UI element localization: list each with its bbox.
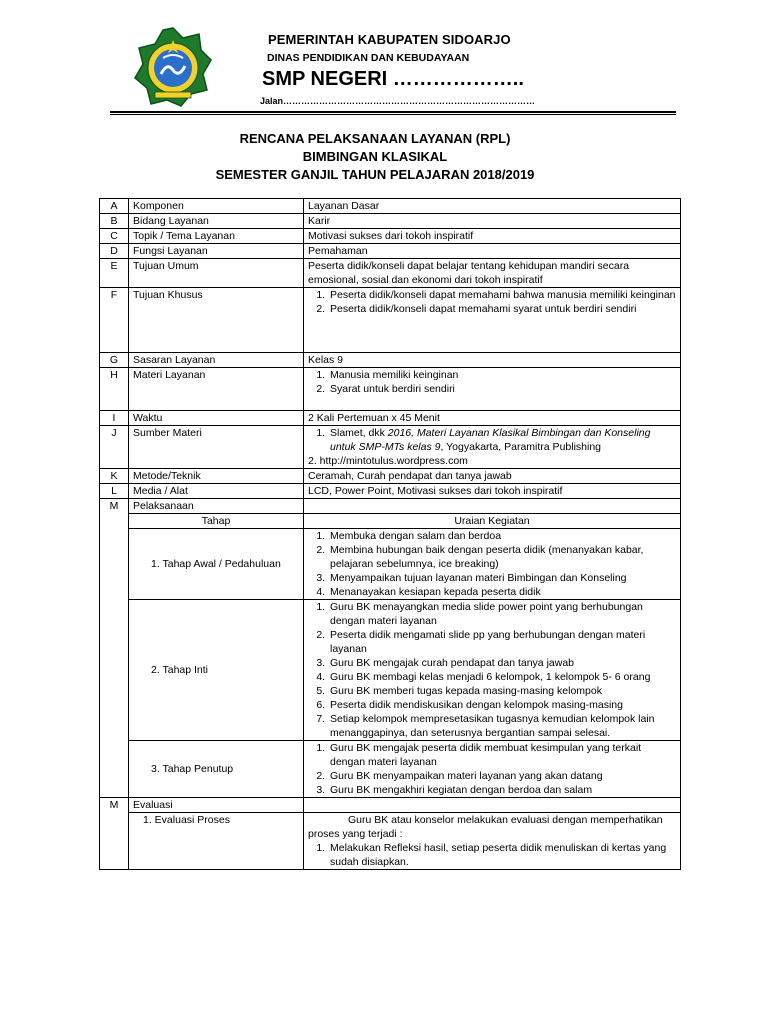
letterhead: [0, 0, 768, 120]
row-letter: M: [100, 499, 129, 798]
row-value: Ceramah, Curah pendapat dan tanya jawab: [304, 469, 681, 484]
stage-name: 3. Tahap Penutup: [129, 741, 304, 798]
table-row: [100, 199, 681, 214]
stage-activities: [304, 529, 681, 600]
list-item: 1. Peserta didik/konseli dapat memahami bahwa manusia memiliki keinginan: [328, 288, 676, 302]
list-item: 1. Guru BK menayangkan media slide power point yang berhubungan dengan materi layanan: [328, 600, 676, 628]
row-value: Layanan Dasar: [304, 199, 681, 214]
document-title-1: RENCANA PELAKSANAAN LAYANAN (RPL): [239, 131, 511, 146]
list-item: 6. Peserta didik mendiskusikan dengan kelompok masing-masing: [328, 698, 676, 712]
evaluation-intro: Guru BK atau konselor melakukan evaluasi dengan memperhatikan proses yang terjadi :: [308, 814, 663, 840]
row-letter: K: [100, 469, 129, 484]
sidoarjo-emblem-logo: [133, 26, 213, 110]
row-label: Pelaksanaan: [129, 499, 304, 514]
school-name: SMP NEGERI ………………..: [262, 68, 524, 90]
header-rule-thin: [110, 114, 676, 115]
row-letter: H: [100, 368, 129, 411]
table-row: [100, 411, 681, 426]
list-item: 3. Guru BK mengakhiri kegiatan dengan berdoa dan salam: [328, 783, 676, 797]
source-title: 2016, Materi Layanan Klasikal Bimbingan dan Konseling untuk SMP-MTs kelas 9: [330, 427, 651, 453]
list-item: 2. Peserta didik/konseli dapat memahami syarat untuk berdiri sendiri: [328, 302, 676, 316]
row-label: Fungsi Layanan: [129, 244, 304, 259]
evaluation-type: 1. Evaluasi Proses: [129, 813, 304, 870]
row-value: [304, 798, 681, 813]
document-title-3: SEMESTER GANJIL TAHUN PELAJARAN 2018/2019: [215, 167, 535, 182]
row-label: Tujuan Umum: [129, 259, 304, 288]
header-line-2: DINAS PENDIDIKAN DAN KEBUDAYAAN: [267, 52, 470, 64]
row-label: Evaluasi: [129, 798, 304, 813]
row-label: Komponen: [129, 199, 304, 214]
stage-name: 1. Tahap Awal / Pedahuluan: [129, 529, 304, 600]
table-row: [100, 484, 681, 499]
row-label: Materi Layanan: [129, 368, 304, 411]
row-label: Waktu: [129, 411, 304, 426]
table-row: [100, 353, 681, 368]
rpl-table: [99, 198, 681, 870]
source-publisher: , Yogyakarta, Paramitra Publishing: [440, 441, 602, 453]
table-row: [100, 469, 681, 484]
table-row: [100, 244, 681, 259]
row-letter: G: [100, 353, 129, 368]
row-letter: B: [100, 214, 129, 229]
row-value: Karir: [304, 214, 681, 229]
table-row: [100, 499, 681, 514]
row-letter: D: [100, 244, 129, 259]
list-item: 2. Peserta didik mengamati slide pp yang berhubungan dengan materi layanan: [328, 628, 676, 656]
table-row: [100, 529, 681, 600]
table-row: [100, 259, 681, 288]
row-value: Pemahaman: [304, 244, 681, 259]
address-line: Jalan…………………………………………………………………………: [260, 96, 536, 106]
document-title-block: [0, 130, 768, 184]
table-row: [100, 368, 681, 411]
list-item: 5. Guru BK memberi tugas kepada masing-masing kelompok: [328, 684, 676, 698]
table-row: [100, 798, 681, 813]
list-item: [328, 426, 676, 454]
stage-activities: [304, 600, 681, 741]
list-item: 4. Guru BK membagi kelas menjadi 6 kelompok, 1 kelompok 5- 6 orang: [328, 670, 676, 684]
list-item: 3. Menyampaikan tujuan layanan materi Bimbingan dan Konseling: [328, 571, 676, 585]
list-item: 1. Manusia memiliki keinginan: [328, 368, 676, 382]
table-row: [100, 288, 681, 353]
row-value: 2 Kali Pertemuan x 45 Menit: [304, 411, 681, 426]
row-value-list: [304, 288, 681, 353]
list-item: 1. Melakukan Refleksi hasil, setiap peserta didik menuliskan di kertas yang sudah disiapkan.: [328, 841, 676, 869]
row-value: [304, 499, 681, 514]
list-item: 4. Menanayakan kesiapan kepada peserta didik: [328, 585, 676, 599]
source-author: Slamet, dkk: [330, 427, 388, 439]
row-value: Motivasi sukses dari tokoh inspiratif: [304, 229, 681, 244]
row-value-list: [304, 426, 681, 469]
row-letter: L: [100, 484, 129, 499]
table-row: [100, 426, 681, 469]
table-row: [100, 741, 681, 798]
stage-name: 2. Tahap Inti: [129, 600, 304, 741]
row-letter: F: [100, 288, 129, 353]
list-item: 2. Syarat untuk berdiri sendiri: [328, 382, 676, 396]
table-row: [100, 600, 681, 741]
list-item: 7. Setiap kelompok mempresetasikan tugasnya kemudian kelompok lain menanggapinya, dan seterusnya bergantian sampai selesai.: [328, 712, 676, 740]
column-header-uraian: Uraian Kegiatan: [304, 514, 681, 529]
table-row: [100, 214, 681, 229]
row-label: Topik / Tema Layanan: [129, 229, 304, 244]
row-label: Tujuan Khusus: [129, 288, 304, 353]
row-letter: C: [100, 229, 129, 244]
row-letter: E: [100, 259, 129, 288]
row-letter: J: [100, 426, 129, 469]
row-letter: I: [100, 411, 129, 426]
document-title-2: BIMBINGAN KLASIKAL: [302, 149, 448, 164]
list-item: 1. Membuka dengan salam dan berdoa: [328, 529, 676, 543]
row-value: Kelas 9: [304, 353, 681, 368]
list-item: 2. Guru BK menyampaikan materi layanan yang akan datang: [328, 769, 676, 783]
header-line-1: PEMERINTAH KABUPATEN SIDOARJO: [268, 32, 511, 47]
row-letter: M: [100, 798, 129, 870]
table-row: [100, 229, 681, 244]
row-label: Metode/Teknik: [129, 469, 304, 484]
row-label: Sumber Materi: [129, 426, 304, 469]
stage-activities: [304, 741, 681, 798]
table-row: [100, 514, 681, 529]
header-rule-thick: [110, 111, 676, 113]
list-item: 3. Guru BK mengajak curah pendapat dan tanya jawab: [328, 656, 676, 670]
table-row: [100, 813, 681, 870]
evaluation-content: [304, 813, 681, 870]
row-value: LCD, Power Point, Motivasi sukses dari tokoh inspiratif: [304, 484, 681, 499]
row-letter: A: [100, 199, 129, 214]
row-label: Media / Alat: [129, 484, 304, 499]
list-item: 1. Guru BK mengajak peserta didik membuat kesimpulan yang terkait dengan materi layanan: [328, 741, 676, 769]
row-label: Sasaran Layanan: [129, 353, 304, 368]
list-item: 2. Membina hubungan baik dengan peserta didik (menanyakan kabar, pelajaran sebelumnya, ice breaking): [328, 543, 676, 571]
row-label: Bidang Layanan: [129, 214, 304, 229]
row-value: Peserta didik/konseli dapat belajar tentang kehidupan mandiri secara emosional, sosial dan ekonomi dari tokoh inspiratif: [304, 259, 681, 288]
source-url: 2. http://mintotulus.wordpress.com: [308, 455, 468, 467]
column-header-tahap: Tahap: [129, 514, 304, 529]
row-value-list: [304, 368, 681, 411]
